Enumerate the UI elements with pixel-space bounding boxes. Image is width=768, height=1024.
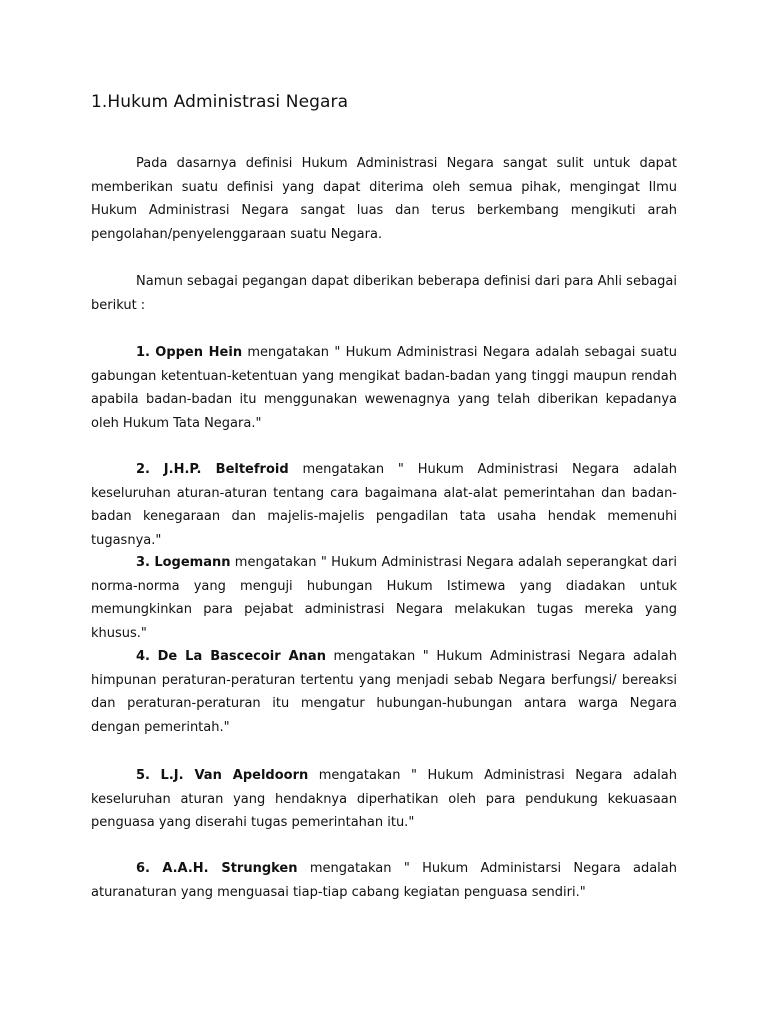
- definition-number: 6.: [136, 861, 150, 876]
- definition-text: mengatakan " Hukum Administrasi Negara adalah sebagai suatu gabungan ketentuan-ketentuan yang mengikat badan-badan yang tinggi maupun rendah apabila badan-badan itu menggunakan wewenagnya yang telah diberikan kepadanya oleh Hukum Tata Negara.": [91, 345, 677, 431]
- definition-expert: Oppen Hein: [155, 345, 243, 360]
- definition-number: 2.: [136, 462, 150, 477]
- definition-number: 4.: [136, 649, 150, 664]
- definition-expert: A.A.H. Strungken: [162, 861, 298, 876]
- definition-text: mengatakan " Hukum Administarsi Negara adalah aturanaturan yang menguasai tiap-tiap cabang kegiatan penguasa sendiri.": [91, 861, 677, 900]
- document-title: 1.Hukum Administrasi Negara: [91, 92, 349, 112]
- lead-in-paragraph: Namun sebagai pegangan dapat diberikan beberapa definisi dari para Ahli sebagai berikut :: [91, 274, 677, 313]
- definition-expert: Logemann: [154, 555, 231, 570]
- definition-item: [91, 341, 677, 435]
- definition-item: [91, 551, 677, 645]
- intro-paragraph: Pada dasarnya definisi Hukum Administrasi Negara sangat sulit untuk dapat memberikan suatu definisi yang dapat diterima oleh semua pihak, mengingat Ilmu Hukum Administrasi Negara sangat luas dan terus berkembang mengikuti arah pengolahan/penyelenggaraan suatu Negara.: [91, 156, 677, 242]
- definition-item: [91, 857, 677, 904]
- definition-number: 3.: [136, 555, 150, 570]
- definition-expert: De La Bascecoir Anan: [157, 649, 326, 664]
- definition-number: 5.: [136, 768, 150, 783]
- definition-text: mengatakan " Hukum Administrasi Negara adalah seperangkat dari norma-norma yang menguji hubungan Hukum Istimewa yang diadakan untuk memungkinkan para pejabat administrasi Negara melakukan tugas mereka yang khusus.": [91, 555, 677, 641]
- definition-item: [91, 458, 677, 552]
- definition-text: mengatakan " Hukum Administrasi Negara adalah keseluruhan aturan yang hendaknya diperhatikan oleh para pendukung kekuasaan penguasa yang diserahi tugas pemerintahan itu.": [91, 768, 678, 830]
- definition-text: mengatakan " Hukum Administrasi Negara adalah keseluruhan aturan-aturan tentang cara bagaimana alat-alat pemerintahan dan badan-badan kenegaraan dan majelis-majelis pengadilan tata usaha hendak memenuhi tugasnya.": [91, 462, 678, 548]
- definition-number: 1.: [136, 345, 150, 360]
- definition-text: mengatakan " Hukum Administrasi Negara adalah himpunan peraturan-peraturan tertentu yang menjadi sebab Negara berfungsi/ bereaksi dan peraturan-peraturan itu mengatur hubungan-hubungan antara warga Negara dengan pemerintah.": [91, 649, 678, 735]
- definition-item: [91, 764, 677, 835]
- definition-expert: L.J. Van Apeldoorn: [160, 768, 309, 783]
- definition-item: [91, 645, 677, 739]
- definition-expert: J.H.P. Beltefroid: [163, 462, 289, 477]
